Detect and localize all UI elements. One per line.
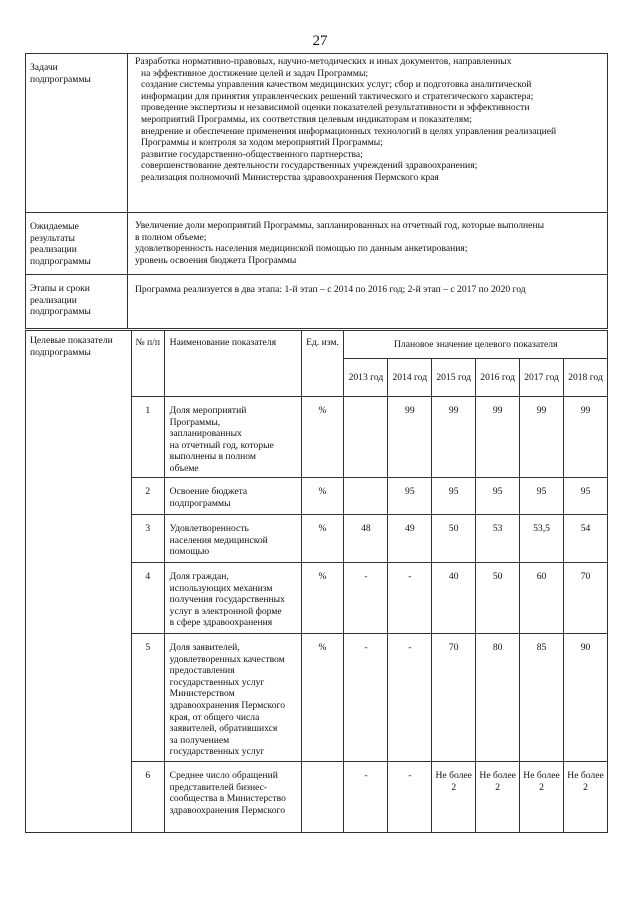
row-unit: % — [301, 478, 344, 515]
name-line: здравоохранения Пермского — [169, 699, 285, 711]
label-line: подпрограммы — [30, 255, 91, 267]
num-header: № п/п — [131, 331, 164, 397]
tasks-row — [26, 54, 608, 213]
row-value: Не более 2 — [520, 762, 564, 833]
row-value: 99 — [388, 397, 432, 478]
name-line: Удовлетворенность — [169, 523, 249, 534]
name-line: Доля заявителей, — [169, 642, 240, 653]
label-line: Этапы и сроки — [30, 283, 90, 294]
text-line: реализация полномочий Министерства здравоохранения Пермского края — [141, 171, 439, 183]
name-line: Освоение бюджета — [169, 486, 248, 497]
name-line: государственных услуг — [169, 676, 265, 688]
name-line: Министерством — [169, 688, 235, 700]
year-header: 2013 год — [344, 359, 388, 397]
label-line: подпрограммы — [30, 306, 91, 318]
plan-header: Плановое значение целевого показателя — [344, 331, 608, 359]
row-value: 53 — [476, 515, 520, 563]
row-value: 90 — [563, 634, 607, 762]
text-line: уровень освоения бюджета Программы — [135, 254, 297, 266]
name-line: запланированных — [169, 428, 242, 440]
stages-text — [128, 275, 608, 329]
header-row — [26, 331, 608, 359]
row-value: 99 — [476, 397, 520, 478]
row-value: 40 — [432, 563, 476, 634]
name-line: сообщества в Министерство — [169, 793, 286, 805]
text-line: на эффективное достижение целей и задач Программы; — [141, 67, 369, 79]
name-line: Доля мероприятий — [169, 405, 247, 416]
name-line: здравоохранения Пермского — [169, 804, 285, 816]
label-line: реализации — [30, 244, 77, 256]
label-line: Задачи — [30, 62, 58, 73]
name-line: услуг в электронной форме — [169, 605, 282, 617]
unit-header: Ед. изм. — [301, 331, 344, 397]
text-line: мероприятий Программы, их соответствия целевым индикаторам и показателям; — [141, 113, 472, 125]
name-line: Среднее число обращений — [169, 770, 278, 781]
row-value: - — [344, 762, 388, 833]
name-line: края, от общего числа — [169, 711, 260, 723]
row-unit — [301, 762, 344, 833]
row-value: 49 — [388, 515, 432, 563]
name-line: Доля граждан, — [169, 571, 229, 582]
row-value — [344, 397, 388, 478]
tasks-label — [26, 54, 128, 213]
target-indicators-table — [25, 330, 608, 833]
row-name — [164, 634, 301, 762]
row-unit: % — [301, 634, 344, 762]
row-value: - — [344, 634, 388, 762]
label-line: Ожидаемые — [30, 221, 79, 232]
row-value: - — [388, 762, 432, 833]
text-line: Разработка нормативно-правовых, научно-методических и иных документов, направленных — [135, 56, 512, 67]
label-line: реализации — [30, 294, 77, 306]
row-value: 95 — [476, 478, 520, 515]
year-header: 2016 год — [476, 359, 520, 397]
name-line: за получением — [169, 734, 230, 746]
label-line: подпрограммы — [30, 73, 91, 85]
stages-label — [26, 275, 128, 329]
text-line: совершенствование деятельности государственных учреждений здравоохранения; — [141, 160, 478, 172]
row-num: 1 — [131, 397, 164, 478]
row-value: 95 — [388, 478, 432, 515]
row-value: 80 — [476, 634, 520, 762]
row-unit: % — [301, 563, 344, 634]
row-name — [164, 397, 301, 478]
stages-row — [26, 275, 608, 329]
row-name — [164, 515, 301, 563]
row-value: 99 — [563, 397, 607, 478]
row-num: 5 — [131, 634, 164, 762]
year-header: 2018 год — [563, 359, 607, 397]
name-line: подпрограммы — [169, 497, 231, 509]
text-line: Увеличение доли мероприятий Программы, запланированных на отчетный год, которые выполнены — [135, 220, 545, 231]
name-line: представителей бизнес- — [169, 781, 268, 793]
expected-results-row — [26, 213, 608, 275]
row-value: 99 — [520, 397, 564, 478]
row-value: 95 — [432, 478, 476, 515]
name-line: получения государственных — [169, 594, 285, 606]
text-line: развитие государственно-общественного партнерства; — [141, 148, 363, 160]
subprogram-passport-table — [25, 53, 608, 329]
row-name — [164, 762, 301, 833]
tasks-text — [128, 54, 608, 213]
row-value: 70 — [563, 563, 607, 634]
row-num: 4 — [131, 563, 164, 634]
name-line: населения медицинской — [169, 534, 268, 546]
row-num: 3 — [131, 515, 164, 563]
row-value: Не более 2 — [563, 762, 607, 833]
row-value: Не более 2 — [432, 762, 476, 833]
name-line: использующих механизм — [169, 582, 273, 594]
expected-results-text — [128, 213, 608, 275]
row-value: - — [388, 634, 432, 762]
text-line: информации для принятия управленческих решений тактического и стратегического характера; — [141, 90, 534, 102]
row-name — [164, 478, 301, 515]
row-value: 95 — [520, 478, 564, 515]
row-value: 54 — [563, 515, 607, 563]
row-value: Не более 2 — [476, 762, 520, 833]
text-line: удовлетворенность населения медицинской помощью по данным анкетирования; — [135, 243, 468, 255]
row-value: - — [344, 563, 388, 634]
name-header: Наименование показателя — [164, 331, 301, 397]
text-line: создание системы управления качеством медицинских услуг; сбор и подготовка аналитической — [141, 79, 532, 91]
text-line: проведение экспертизы и независимой оценки показателей результативности и эффективности — [141, 102, 530, 114]
name-line: объеме — [169, 462, 199, 474]
name-line: помощью — [169, 546, 210, 558]
row-unit: % — [301, 515, 344, 563]
year-header: 2014 год — [388, 359, 432, 397]
row-unit: % — [301, 397, 344, 478]
row-value: 85 — [520, 634, 564, 762]
page-number: 27 — [312, 33, 328, 49]
row-value: 95 — [563, 478, 607, 515]
row-value: 70 — [432, 634, 476, 762]
name-line: Программы, — [169, 416, 221, 428]
name-line: выполнены в полном — [169, 451, 256, 463]
row-value — [344, 478, 388, 515]
row-value: 50 — [432, 515, 476, 563]
year-header: 2017 год — [520, 359, 564, 397]
name-line: в сфере здравоохранения — [169, 617, 273, 629]
text-line: Программы и контроля за ходом мероприятий Программы; — [141, 137, 383, 149]
label-line: результаты — [30, 232, 75, 244]
text-line: Программа реализуется в два этапа: 1-й этап – с 2014 по 2016 год; 2-й этап – с 2017 по 2020 год — [135, 284, 526, 295]
text-line: внедрение и обеспечение применения информационных технологий в целях управления реализацией — [141, 125, 557, 137]
row-value: 48 — [344, 515, 388, 563]
row-value: 50 — [476, 563, 520, 634]
name-line: на отчетный год, которые — [169, 439, 274, 451]
name-line: удовлетворенных качеством — [169, 653, 285, 665]
section-label: Целевые показатели подпрограммы — [26, 331, 132, 833]
name-line: предоставления — [169, 665, 235, 677]
row-name — [164, 563, 301, 634]
row-value: 60 — [520, 563, 564, 634]
name-line: заявителей, обратившихся — [169, 723, 278, 735]
row-num: 2 — [131, 478, 164, 515]
text-line: в полном объеме; — [135, 231, 207, 243]
row-value: 99 — [432, 397, 476, 478]
expected-results-label — [26, 213, 128, 275]
name-line: государственных услуг — [169, 746, 265, 758]
year-header: 2015 год — [432, 359, 476, 397]
row-value: 53,5 — [520, 515, 564, 563]
row-num: 6 — [131, 762, 164, 833]
row-value: - — [388, 563, 432, 634]
